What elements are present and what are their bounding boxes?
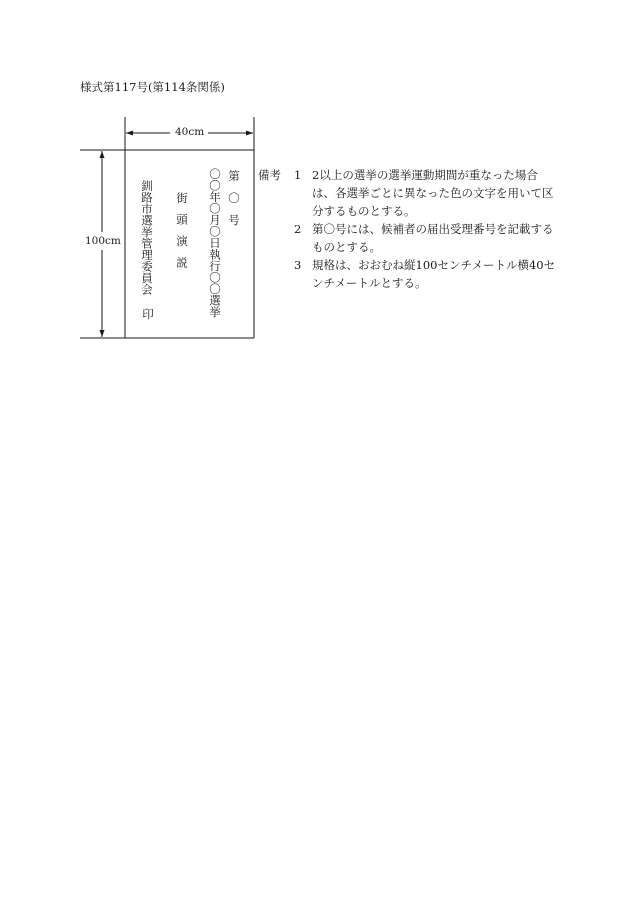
note-text: 規格は、おおむね縦100センチメートル横40センチメートルとする。	[312, 258, 556, 290]
note-item-3	[294, 256, 558, 292]
form-title: 様式第117号(第114条関係)	[80, 80, 225, 94]
sign-election-date: 〇〇年〇月〇日執行〇〇選挙	[208, 168, 222, 318]
note-number: 3	[294, 258, 302, 272]
height-arrowhead-bottom	[100, 330, 105, 337]
note-text: 第〇号には、候補者の届出受理番号を記載するものとする。	[312, 222, 554, 254]
height-arrowhead-top	[100, 151, 105, 158]
note-item-1	[294, 166, 558, 220]
sign-number-bottom: 号	[227, 214, 241, 226]
sign-committee-name: 釧路市選挙管理委員会	[140, 180, 154, 295]
sign-street-speech: 街頭演説	[175, 192, 189, 278]
note-text: 2以上の選挙の選挙運動期間が重なった場合は、各選挙ごとに異なった色の文字を用いて区分するものとする。	[312, 168, 554, 218]
note-number: 1	[294, 168, 302, 182]
height-dimension-label: 100cm	[85, 235, 121, 247]
sign-number-top: 第	[227, 170, 241, 182]
width-arrowhead-left	[126, 131, 133, 136]
sign-number-circle: 〇	[227, 192, 241, 204]
note-number: 2	[294, 222, 302, 236]
note-item-2	[294, 220, 558, 256]
sign-seal: 印	[141, 308, 155, 320]
notes-section	[258, 166, 558, 292]
width-arrowhead-right	[246, 131, 253, 136]
notes-label: 備考	[258, 168, 281, 182]
width-dimension-label: 40cm	[175, 126, 205, 138]
